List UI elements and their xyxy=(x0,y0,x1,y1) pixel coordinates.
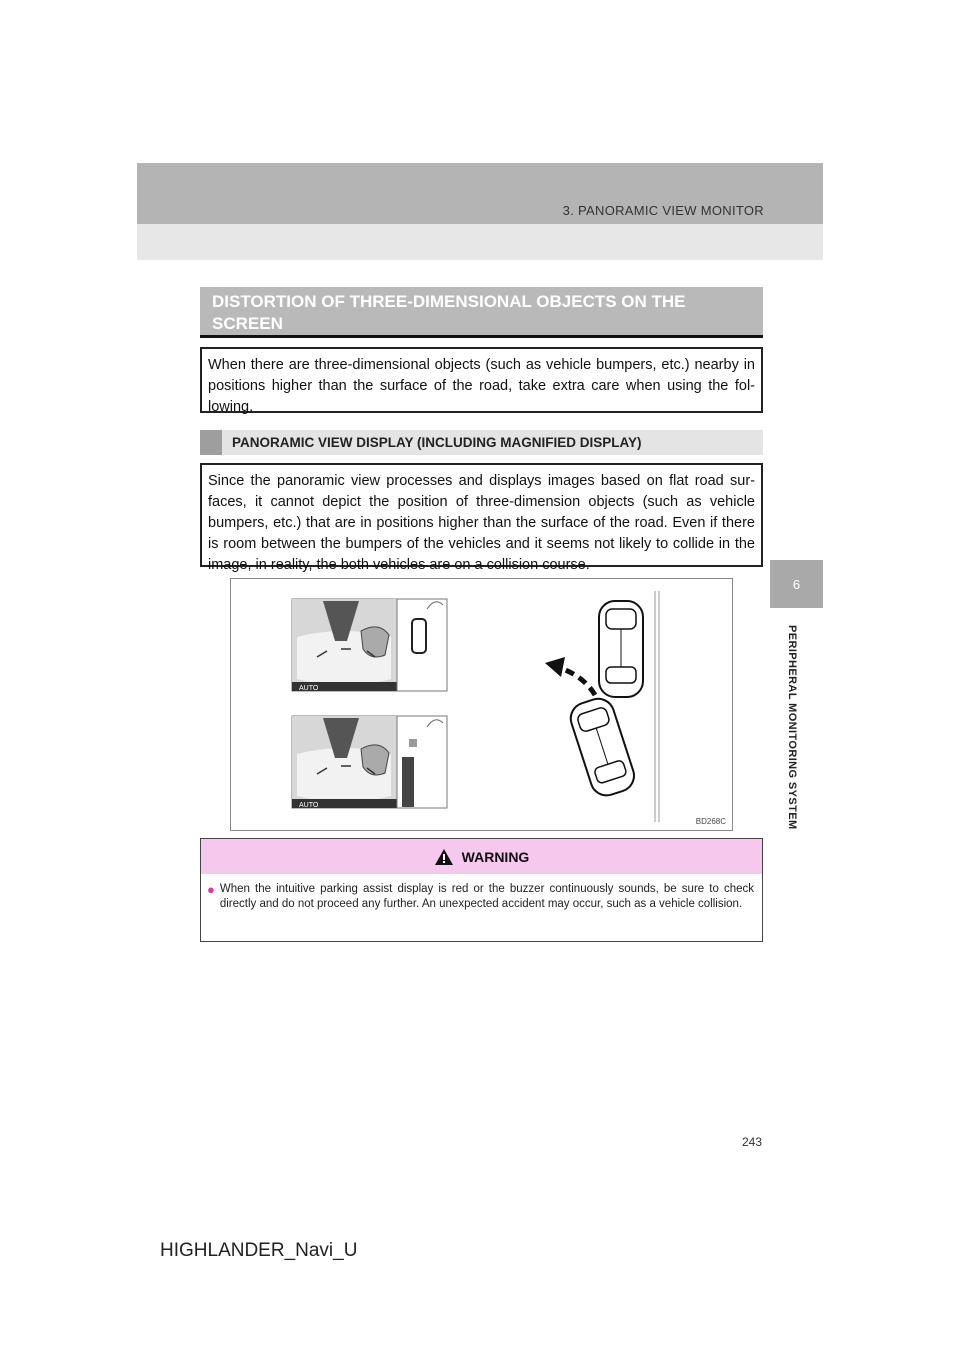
screen-label-top: AUTO xyxy=(299,685,319,692)
warning-box xyxy=(200,838,763,942)
subsection-heading xyxy=(200,430,763,455)
chapter-title: 3. PANORAMIC VIEW MONITOR xyxy=(562,203,764,218)
footer-model: HIGHLANDER_Navi_U xyxy=(160,1240,358,1261)
warning-item xyxy=(201,874,762,912)
subsection-title: PANORAMIC VIEW DISPLAY (INCLUDING MAGNIFIED DISPLAY) xyxy=(232,435,642,450)
page-number: 243 xyxy=(742,1135,763,1149)
screen-label-bottom: AUTO xyxy=(299,802,319,809)
warning-title: WARNING xyxy=(461,848,530,865)
warning-header xyxy=(201,839,762,874)
chapter-side-label: PERIPHERAL MONITORING SYSTEM xyxy=(786,625,798,830)
section-title: DISTORTION OF THREE-DIMENSIONAL OBJECTS ON THE SCREEN xyxy=(200,287,763,338)
section-intro: When there are three-dimensional objects (such as vehicle bumpers, etc.) nearby in positions higher than the surface of the road, take extra care when using the fol-lowing. xyxy=(200,347,763,413)
illustration xyxy=(230,578,733,831)
chapter-tab xyxy=(770,560,823,608)
parked-car-icon xyxy=(599,601,643,697)
monitor-screen-bottom xyxy=(292,716,447,809)
illustration-drawing xyxy=(231,579,732,830)
header-subbar xyxy=(137,224,823,260)
moving-car-icon xyxy=(567,695,639,800)
warning-icon xyxy=(434,848,454,866)
chapter-number: 6 xyxy=(792,576,801,592)
figure-code: BD268C xyxy=(695,817,726,826)
warning-text: When the intuitive parking assist display is red or the buzzer continuously sounds, be sure to check directly and do not proceed any further. An unexpected accident may occur, such as a vehicle collision. xyxy=(219,883,754,910)
bullet-icon: ● xyxy=(207,882,215,897)
heading-marker xyxy=(200,430,222,455)
monitor-screen-top xyxy=(292,599,447,692)
subsection-body: Since the panoramic view processes and displays images based on flat road sur-faces, it cannot depict the position of three-dimension objects (such as vehicle bumpers, etc.) that are in positions higher than the surface of the road. Even if there is room between the bumpers of the vehicles and it seems not likely to collide in the image, in reality, the both vehicles are on a collision course. xyxy=(200,463,763,567)
curved-arrow-icon xyxy=(545,657,595,695)
